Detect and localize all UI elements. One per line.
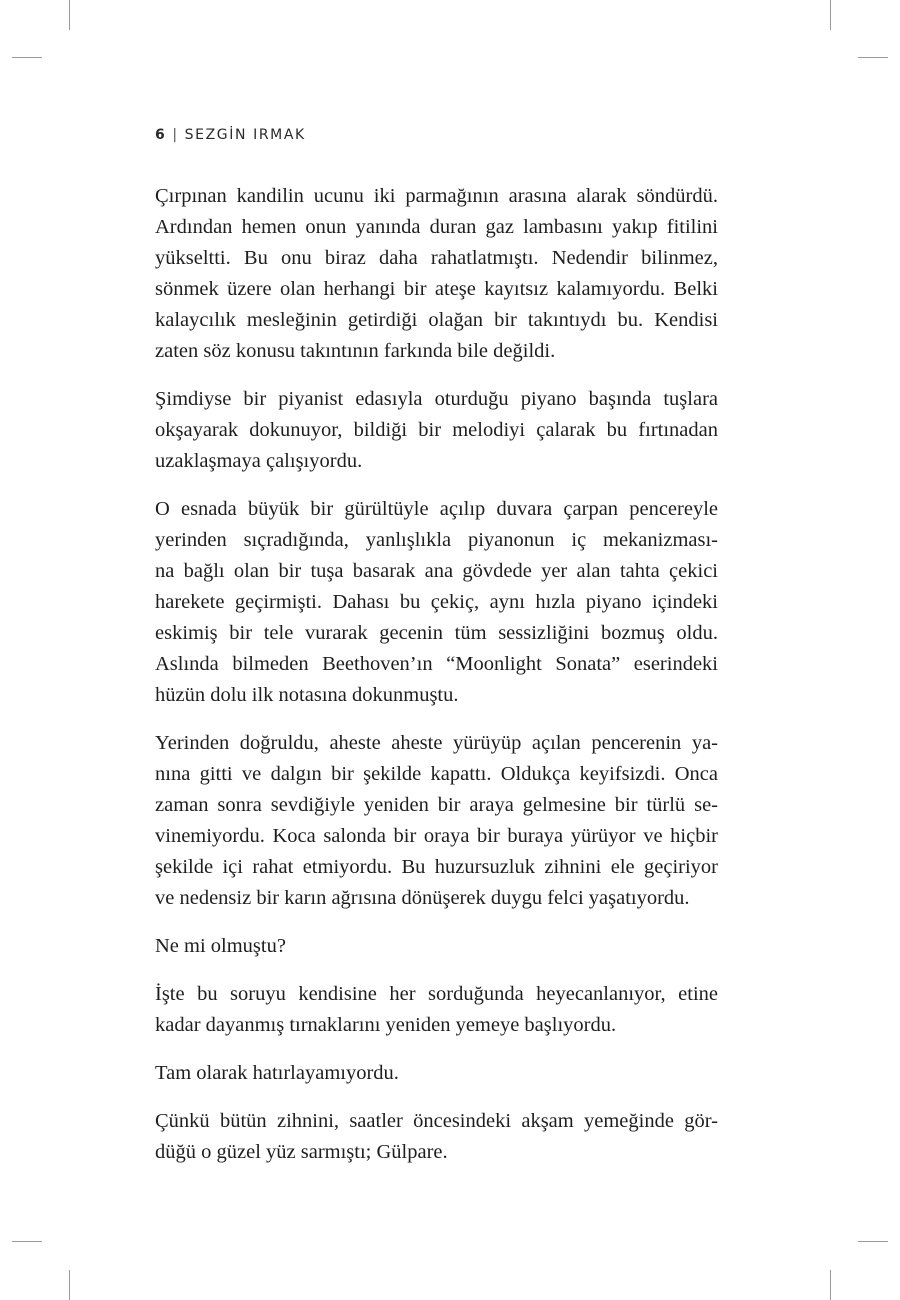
text-line: na bağlı olan bir tuşa basarak ana gövdede yer alan tahta çekici xyxy=(155,560,718,582)
text-line: Çırpınan kandilin ucunu iki parmağının arasına alarak söndürdü. xyxy=(155,185,718,207)
text-line: nına gitti ve dalgın bir şekilde kapattı. Oldukça keyifsizdi. Onca xyxy=(155,763,718,785)
text-line: O esnada büyük bir gürültüyle açılıp duvara çarpan pencereyle xyxy=(155,498,718,520)
text-line: uzaklaşmaya çalışıyordu. xyxy=(155,450,363,472)
paragraph xyxy=(155,1058,718,1089)
text-line: hüzün dolu ilk notasına dokunmuştu. xyxy=(155,684,459,706)
paragraph xyxy=(155,931,718,962)
text-line: okşayarak dokunuyor, bildiği bir melodiyi çalarak bu fırtınadan xyxy=(155,419,718,441)
text-line: yerinden sıçradığında, yanlışlıkla piyanonun iç mekanizması- xyxy=(155,529,718,551)
crop-mark-top-right-horizontal xyxy=(858,57,888,58)
crop-mark-bottom-left-vertical xyxy=(69,1270,70,1300)
running-header xyxy=(155,127,306,143)
text-line: vinemiyordu. Koca salonda bir oraya bir buraya yürüyor ve hiçbir xyxy=(155,825,718,847)
crop-mark-bottom-left-horizontal xyxy=(12,1241,42,1242)
text-line: düğü o güzel yüz sarmıştı; Gülpare. xyxy=(155,1141,448,1163)
text-line: Tam olarak hatırlayamıyordu. xyxy=(155,1062,399,1084)
text-line: İşte bu soruyu kendisine her sorduğunda heyecanlanıyor, etine xyxy=(155,983,718,1005)
body-text xyxy=(155,181,718,1185)
text-line: Yerinden doğruldu, aheste aheste yürüyüp açılan pencerenin ya- xyxy=(155,732,718,754)
crop-mark-top-left-horizontal xyxy=(12,57,42,58)
paragraph xyxy=(155,979,718,1041)
text-line: zaten söz konusu takıntının farkında bile değildi. xyxy=(155,340,556,362)
text-line: harekete geçirmişti. Dahası bu çekiç, aynı hızla piyano içindeki xyxy=(155,591,718,613)
header-separator: | xyxy=(172,127,179,143)
text-line: eskimiş bir tele vurarak gecenin tüm sessizliğini bozmuş oldu. xyxy=(155,622,718,644)
running-title: SEZGİN IRMAK xyxy=(184,127,306,143)
text-line: Aslında bilmeden Beethoven’ın “Moonlight Sonata” eserindeki xyxy=(155,653,718,675)
text-line: Ardından hemen onun yanında duran gaz lambasını yakıp fitilini xyxy=(155,216,718,238)
text-line: Şimdiyse bir piyanist edasıyla oturduğu piyano başında tuşlara xyxy=(155,388,718,410)
text-line: yükseltti. Bu onu biraz daha rahatlatmıştı. Nedendir bilinmez, xyxy=(155,247,718,269)
text-line: kalaycılık mesleğinin getirdiği olağan bir takıntıydı bu. Kendisi xyxy=(155,309,718,331)
text-line: Ne mi olmuştu? xyxy=(155,935,286,957)
paragraph xyxy=(155,494,718,711)
text-line: Çünkü bütün zihnini, saatler öncesindeki akşam yemeğinde gör- xyxy=(155,1110,718,1132)
text-line: sönmek üzere olan herhangi bir ateşe kayıtsız kalamıyordu. Belki xyxy=(155,278,718,300)
page-number: 6 xyxy=(155,127,167,143)
paragraph xyxy=(155,181,718,367)
crop-mark-top-left-vertical xyxy=(69,0,70,30)
crop-mark-bottom-right-horizontal xyxy=(858,1241,888,1242)
paragraph xyxy=(155,1106,718,1168)
text-line: ve nedensiz bir karın ağrısına dönüşerek duygu felci yaşatıyordu. xyxy=(155,887,690,909)
text-line: zaman sonra sevdiğiyle yeniden bir araya gelmesine bir türlü se- xyxy=(155,794,718,816)
paragraph xyxy=(155,728,718,914)
text-line: kadar dayanmış tırnaklarını yeniden yemeye başlıyordu. xyxy=(155,1014,617,1036)
text-line: şekilde içi rahat etmiyordu. Bu huzursuzluk zihnini ele geçiriyor xyxy=(155,856,718,878)
crop-mark-bottom-right-vertical xyxy=(830,1270,831,1300)
crop-mark-top-right-vertical xyxy=(830,0,831,30)
paragraph xyxy=(155,384,718,477)
